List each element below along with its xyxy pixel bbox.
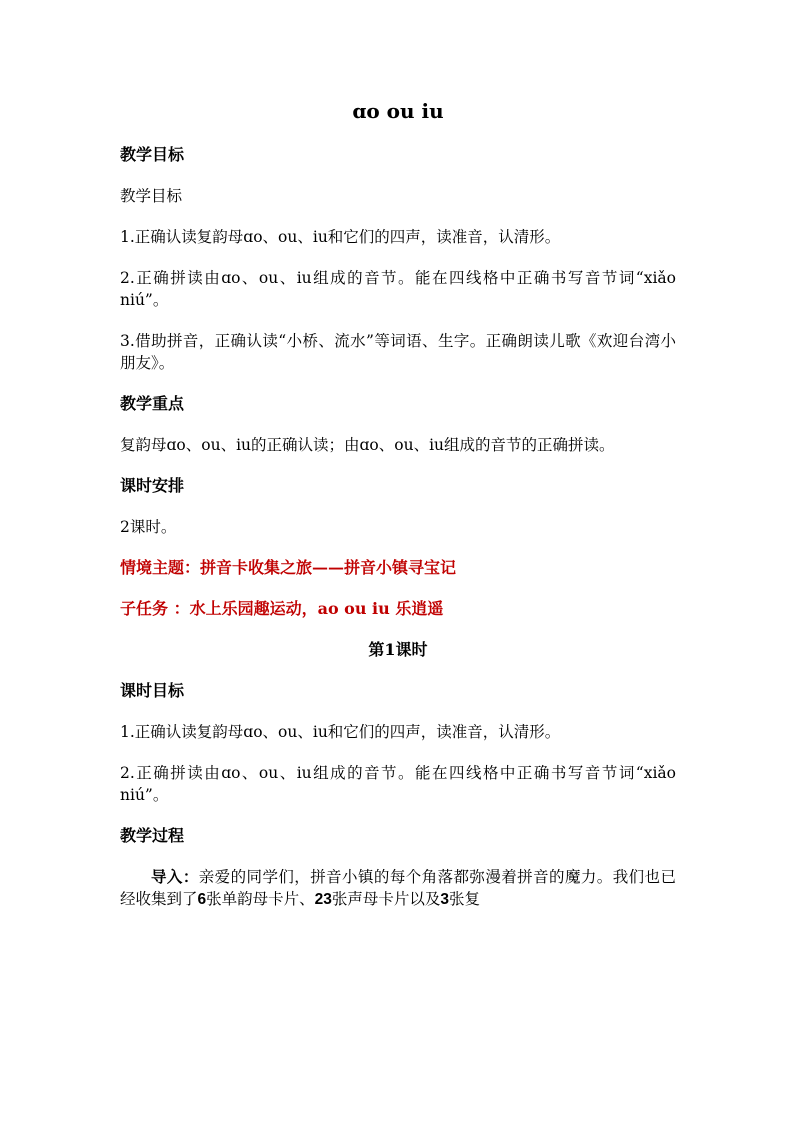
heading-schedule: 课时安排 [120, 476, 185, 495]
lesson-goal-item-2: 2.正确拼读由ɑo、ou、iu组成的音节。能在四线格中正确书写音节词“xiǎo niú”。 [120, 764, 692, 804]
heading-teaching-process: 教学过程 [120, 826, 185, 845]
intro-paragraph [120, 866, 676, 911]
theme-line: 情境主题：拼音卡收集之旅——拼音小镇寻宝记 [120, 558, 457, 577]
intro-number-3: 3 [440, 891, 450, 908]
document-content [120, 96, 697, 930]
intro-text-d: 张复 [449, 890, 481, 908]
subtask-line: 子任务 ：水上乐园趣运动，ao ou iu 乐逍遥 [120, 599, 444, 618]
intro-text-b: 张单韵母卡片、 [206, 890, 315, 908]
schedule-text: 2课时。 [120, 518, 177, 536]
lesson-goal-item-1: 1.正确认读复韵母ɑo、ou、iu和它们的四声，读准音，认清形。 [120, 723, 561, 741]
heading-teaching-goals: 教学目标 [120, 145, 185, 164]
goals-subheading: 教学目标 [120, 187, 183, 205]
goal-item-3: 3.借助拼音，正确认读“小桥、流水”等词语、生字。正确朗读儿歌《欢迎台湾小朋友》。 [120, 332, 676, 372]
intro-text-a: 亲爱的同学们，拼音小镇的每个角落都弥漫着拼音的魔力。我们也已经收集到了 [120, 868, 676, 908]
goal-item-1: 1.正确认读复韵母ɑo、ou、iu和它们的四声，读准音，认清形。 [120, 228, 561, 246]
page-title: ɑo ou iu [352, 99, 444, 123]
intro-label: 导入： [151, 867, 199, 886]
intro-text-c: 张声母卡片以及 [331, 890, 441, 908]
heading-teaching-focus: 教学重点 [120, 394, 185, 413]
goal-item-2: 2.正确拼读由ɑo、ou、iu组成的音节。能在四线格中正确书写音节词“xiǎo niú”。 [120, 269, 697, 309]
teaching-focus-text: 复韵母ɑo、ou、iu的正确认读；由ɑo、ou、iu组成的音节的正确拼读。 [120, 436, 615, 454]
intro-number-1: 6 [197, 891, 207, 908]
heading-lesson-goals: 课时目标 [120, 681, 185, 700]
lesson-heading: 第1课时 [368, 640, 428, 659]
intro-number-2: 23 [314, 891, 332, 908]
